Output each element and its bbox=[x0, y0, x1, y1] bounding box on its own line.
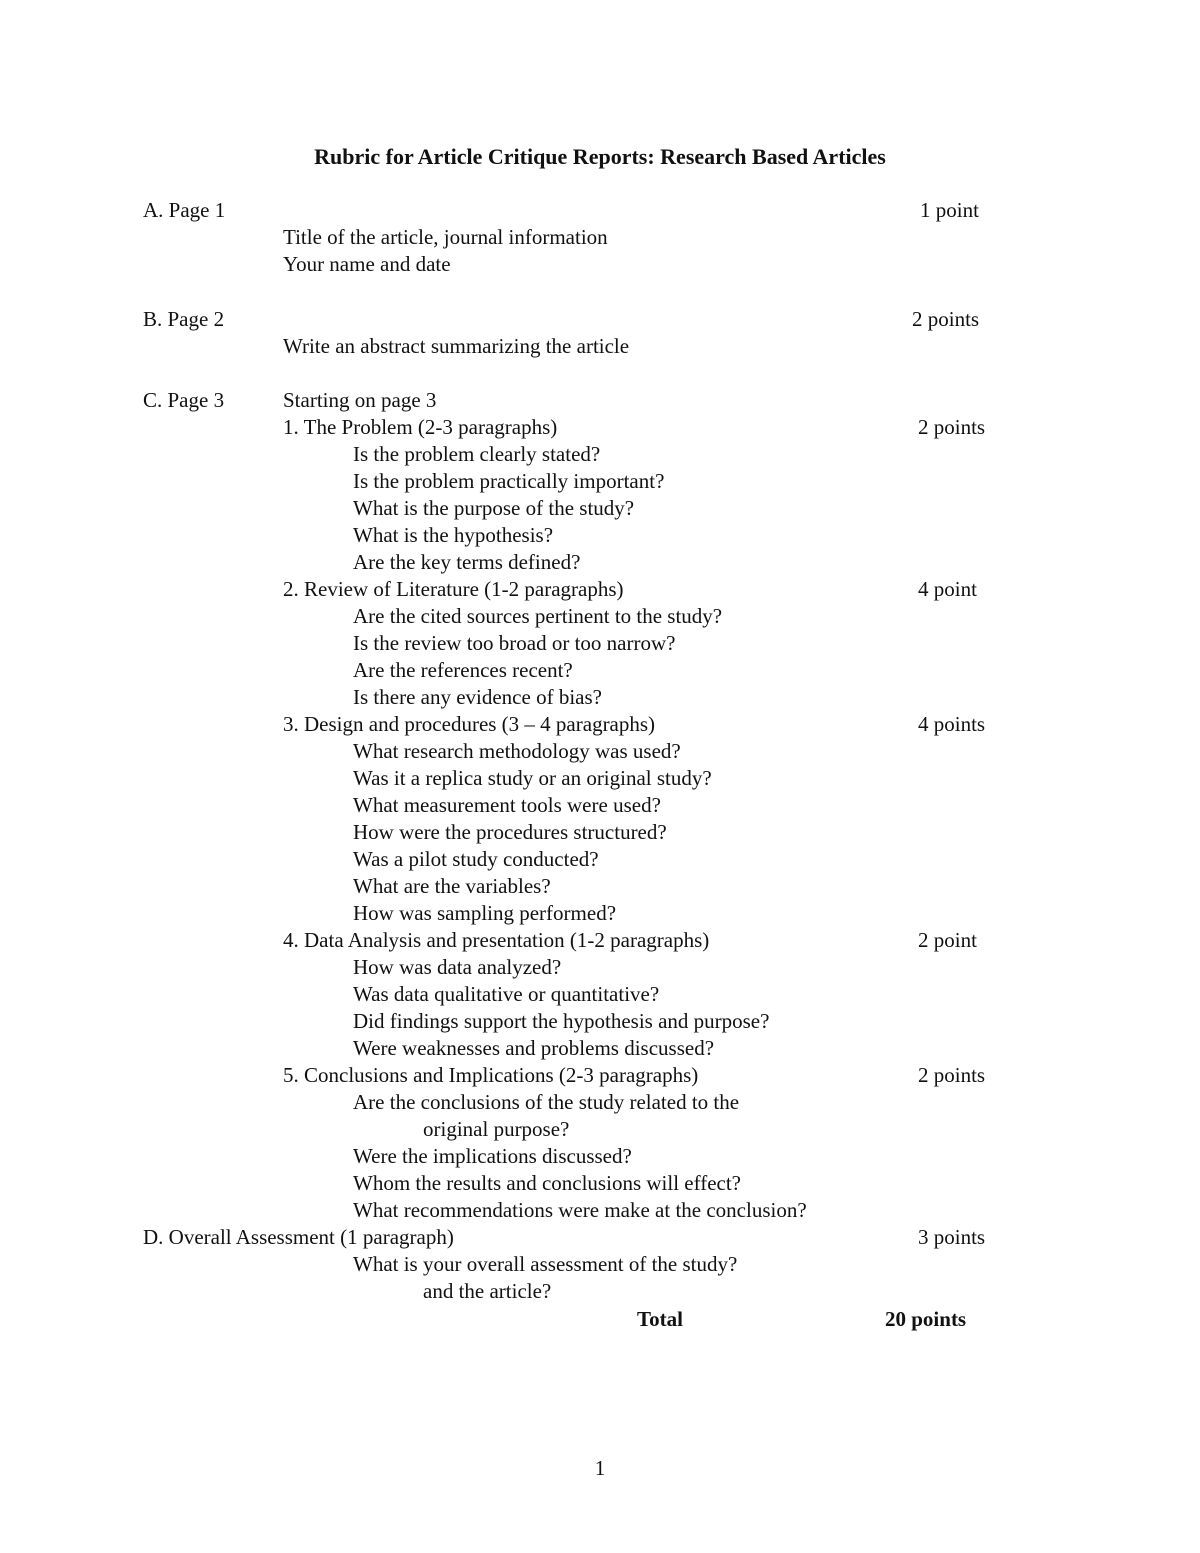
question: Are the cited sources pertinent to the study? bbox=[353, 604, 723, 628]
question: Whom the results and conclusions will effect? bbox=[353, 1171, 742, 1195]
subsection-points: 2 points bbox=[918, 1063, 986, 1087]
subsection-heading: 1. The Problem (2-3 paragraphs) bbox=[283, 415, 558, 439]
section-d-label: D. Overall Assessment (1 paragraph) bbox=[143, 1225, 454, 1249]
question: What is the hypothesis? bbox=[353, 523, 554, 547]
question: What are the variables? bbox=[353, 874, 551, 898]
question: What measurement tools were used? bbox=[353, 793, 661, 817]
section-b-label: B. Page 2 bbox=[143, 307, 225, 331]
subsection-points: 2 point bbox=[918, 928, 977, 952]
question: Was a pilot study conducted? bbox=[353, 847, 599, 871]
question-continuation: and the article? bbox=[423, 1279, 552, 1303]
question: Is there any evidence of bias? bbox=[353, 685, 602, 709]
question: Were the implications discussed? bbox=[353, 1144, 632, 1168]
question: Is the problem practically important? bbox=[353, 469, 665, 493]
question-continuation: original purpose? bbox=[423, 1117, 570, 1141]
section-a-item: Your name and date bbox=[283, 252, 451, 276]
subsection-heading: 4. Data Analysis and presentation (1-2 paragraphs) bbox=[283, 928, 710, 952]
question: Was data qualitative or quantitative? bbox=[353, 982, 660, 1006]
section-b-points: 2 points bbox=[912, 307, 980, 331]
subsection-heading: 2. Review of Literature (1-2 paragraphs) bbox=[283, 577, 624, 601]
page-number: 1 bbox=[594, 1456, 606, 1480]
question: What is your overall assessment of the study? bbox=[353, 1252, 738, 1276]
section-a-points: 1 point bbox=[920, 198, 979, 222]
question: Are the references recent? bbox=[353, 658, 573, 682]
subsection-points: 4 points bbox=[918, 712, 986, 736]
subsection-points: 4 point bbox=[918, 577, 977, 601]
question: Were weaknesses and problems discussed? bbox=[353, 1036, 715, 1060]
subsection-points: 2 points bbox=[918, 415, 986, 439]
document-title: Rubric for Article Critique Reports: Research Based Articles bbox=[314, 144, 886, 169]
section-a-item: Title of the article, journal information bbox=[283, 225, 608, 249]
question: What research methodology was used? bbox=[353, 739, 681, 763]
question: What is the purpose of the study? bbox=[353, 496, 635, 520]
question: How were the procedures structured? bbox=[353, 820, 667, 844]
section-b-item: Write an abstract summarizing the article bbox=[283, 334, 630, 358]
question: What recommendations were make at the conclusion? bbox=[353, 1198, 807, 1222]
question: Are the conclusions of the study related to the bbox=[353, 1090, 740, 1114]
section-a-label: A. Page 1 bbox=[143, 198, 226, 222]
section-c-intro: Starting on page 3 bbox=[283, 388, 437, 412]
question: How was data analyzed? bbox=[353, 955, 562, 979]
question: Is the review too broad or too narrow? bbox=[353, 631, 676, 655]
question: Was it a replica study or an original study? bbox=[353, 766, 712, 790]
subsection-heading: 5. Conclusions and Implications (2-3 paragraphs) bbox=[283, 1063, 699, 1087]
total-label: Total bbox=[637, 1307, 683, 1331]
section-d-points: 3 points bbox=[918, 1225, 986, 1249]
section-c-label: C. Page 3 bbox=[143, 388, 225, 412]
subsection-heading: 3. Design and procedures (3 – 4 paragraphs) bbox=[283, 712, 656, 736]
question: How was sampling performed? bbox=[353, 901, 617, 925]
question: Are the key terms defined? bbox=[353, 550, 581, 574]
total-points: 20 points bbox=[885, 1307, 967, 1331]
question: Did findings support the hypothesis and purpose? bbox=[353, 1009, 770, 1033]
question: Is the problem clearly stated? bbox=[353, 442, 601, 466]
